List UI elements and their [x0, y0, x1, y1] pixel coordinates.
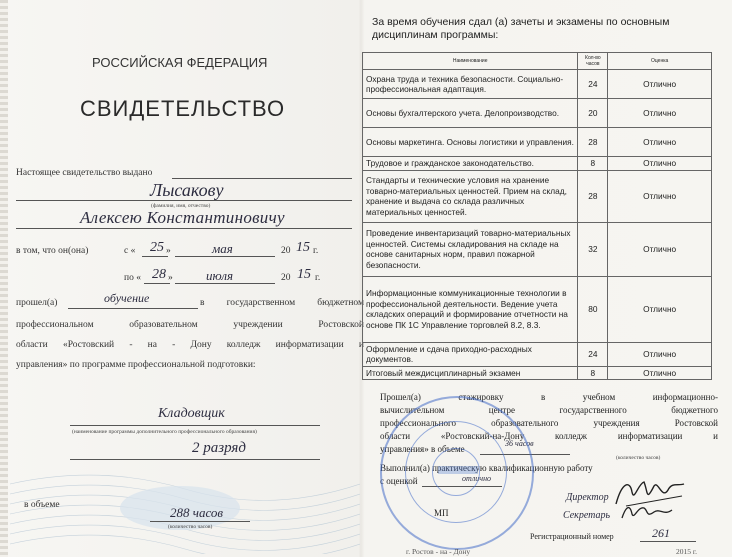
issued-to-label: Настоящее свидетельство выдано: [16, 168, 153, 178]
hours-cell: 28: [578, 128, 608, 157]
institution-line-2: профессиональном образовательном учреждении Ростовской: [16, 320, 364, 330]
rank: 2 разряд: [192, 440, 246, 456]
hours-value: 288 часов: [170, 505, 224, 520]
subject-cell: Трудовое и гражданское законодательство.: [363, 157, 578, 171]
grade-cell: Отлично: [608, 222, 712, 276]
year-label: 2015 г.: [676, 547, 697, 556]
subject-cell: Основы маркетинга. Основы логистики и управления.: [363, 128, 578, 157]
grade-cell: Отлично: [608, 276, 712, 342]
passed-label: прошел(а): [16, 298, 58, 308]
from-year: 15: [296, 240, 310, 255]
to-prefix: по «: [124, 273, 141, 283]
grade-cell: Отлично: [608, 157, 712, 171]
secretary-signature: [618, 500, 678, 524]
hours-cell: 28: [578, 170, 608, 222]
subject-cell: Основы бухгалтерского учета. Делопроизводство.: [363, 99, 578, 128]
volume-label: в объеме: [24, 500, 60, 510]
secretary-label: Секретарь: [563, 510, 611, 521]
that-label: в том, что он(она): [16, 246, 89, 256]
exams-heading: [372, 16, 669, 42]
to-month: июля: [206, 268, 234, 283]
to-year: 15: [297, 267, 311, 282]
table-row: [363, 342, 712, 366]
to-day: 28: [152, 267, 166, 282]
subject-cell: Оформление и сдача приходно-расходных документов.: [363, 342, 578, 366]
hours-cell: 24: [578, 342, 608, 366]
hours-cell: 8: [578, 157, 608, 171]
internship-line-1: Прошел(а) стажировку в учебном информационно-: [380, 392, 718, 402]
table-row: [363, 170, 712, 222]
exams-heading-line-1: За время обучения сдал (а) зачеты и экзамены по основным: [372, 16, 670, 28]
table-row: [363, 366, 712, 380]
col-subject: Наименование: [363, 53, 578, 70]
hours-caption: (количество часов): [168, 524, 213, 530]
col-grade: Оценка: [608, 53, 712, 70]
grade-label: с оценкой: [380, 476, 418, 486]
from-year-prefix: 20: [281, 246, 291, 256]
internship-line-3: профессионального образовательного учреждения Ростовской: [380, 418, 718, 428]
given-names: Алексею Константиновичу: [80, 208, 285, 227]
table-row: [363, 99, 712, 128]
from-day: 25: [150, 240, 164, 255]
surname-line: [16, 200, 352, 201]
table-row: [363, 276, 712, 342]
to-year-prefix: 20: [281, 273, 291, 283]
table-row: [363, 70, 712, 99]
subject-cell: Проведение инвентаризаций товарно-материальных ценностей. Системы складирования на складе на основе санитарных норм, правил пожарной безопасности.: [363, 222, 578, 276]
table-row: [363, 222, 712, 276]
from-prefix: с «: [124, 246, 136, 256]
internship-line-2: вычислительном центре государственного бюджетного: [380, 405, 718, 415]
reg-label: Регистрационный номер: [530, 532, 614, 541]
document-title: СВИДЕТЕЛЬСТВО: [80, 96, 286, 121]
internship-line-4: области «Ростовский-на-Дону колледж информатизации и: [380, 431, 718, 441]
subject-cell: Итоговый междисциплинарный экзамен: [363, 366, 578, 380]
hours-cell: 24: [578, 70, 608, 99]
grades-table: [362, 52, 712, 380]
name-caption: (фамилия, имя, отчество): [151, 203, 211, 209]
subject-cell: Стандарты и технические условия на хранение товарно-материальных ценностей. Прием на склад, хранение и выдача со склада различных материальных ценностей.: [363, 170, 578, 222]
subject-cell: Информационные коммуникационные технологии в профессиональной деятельности. Ведение учета складских операций и формирование отчетности на основе ПК 1С Управление торговлей 8.2, 8.3.: [363, 276, 578, 342]
internship-caption: (количество часов): [616, 455, 661, 461]
grade-cell: Отлично: [608, 128, 712, 157]
grade-cell: Отлично: [608, 70, 712, 99]
to-year-suffix: г.: [315, 273, 321, 283]
passed-value: обучение: [104, 291, 150, 305]
reg-number: 261: [652, 526, 670, 540]
subject-cell: Охрана труда и техника безопасности. Социально-профессиональная адаптация.: [363, 70, 578, 99]
grade-cell: Отлично: [608, 99, 712, 128]
given-names-line: [16, 228, 352, 229]
table-row: [363, 157, 712, 171]
grades-header-row: [363, 53, 712, 70]
certificate-page: РОССИЙСКАЯ ФЕДЕРАЦИЯ СВИДЕТЕЛЬСТВО Настоящее свидетельство выдано Лысакову (фамилия, имя, отчество) Алексею Константиновичу в том, что он(она) с « 25 » мая 20 15 г. по « 28 » июля 20 15 г. прошел(а) обучение в государственном бюджетном профессиональном образовательном учреждении Ростовской области «Ростовский - на - Дону колледж информатизации и управления» по программе профессиональной подготовки: Кладовщик (наименование программы дополнительного профессионального образования) 2 разряд в объеме 288 часов (количество часов) За время обучения сдал (а) зачеты и экзамены по основным дисциплинам программы: Наименование Кол-во часов Оценка Охрана труда и техника безопасности. Социально-профессиональная адаптация. 24 Отлично Основы бухгалтерского учета. Делопроизводство. 20 Отлично Основы маркетинга. Основы логистики и управления. 28 Отлично Трудовое и гражданское законодательство. 8 Отлично Стандарты и технические условия на хранение товарно-материальных ценностей. Прием на склад, хранение и выдача со склада различных материальных ценностей. 28 Отлично Проведение инвентаризаций товарно-материальных ценностей. Системы складирования на складе на основе санитарных норм, правил пожарной безопасности. 32 Отлично Информационные коммуникационные технологии в профессиональной деятельности. Ведение учета складских операций и формирование отчетности на основе ПК 1С Управление торговлей 8.2, 8.3. 80 Отлично Оформление и сдача приходно-расходных документов. 24 Отлично Итоговый междисциплинарный экзамен 8 Отлично Прошел(а) стажировку в учебном информационно- вычислительном центре государственного бюджетного профессионального образовательного учреждения Ростовской области «Ростовский-на-Дону колледж информатизации и управления» в объеме 36 часов (количество часов) Выполнил(а) практическую квалификационную работу с оценкой отлично МП Директор Секретарь Регистрационный номер 261 г. Ростов - на - Дону 2015 г.: [0, 0, 732, 557]
hours-cell: 80: [578, 276, 608, 342]
stamp-place-label: МП: [434, 508, 449, 518]
institution-line-1: в государственном бюджетном: [200, 298, 364, 308]
grade-value: отлично: [462, 474, 492, 483]
from-month: мая: [212, 241, 233, 256]
practical-line: Выполнил(а) практическую квалификационную работу: [380, 463, 593, 473]
program-caption: (наименование программы дополнительного профессионального образования): [72, 429, 257, 435]
program-name: Кладовщик: [158, 406, 225, 421]
grade-cell: Отлично: [608, 366, 712, 380]
country-heading: РОССИЙСКАЯ ФЕДЕРАЦИЯ: [92, 55, 268, 70]
institution-line-4: управления» по программе профессиональной подготовки:: [16, 360, 256, 370]
col-hours: Кол-во часов: [578, 53, 608, 70]
grade-cell: Отлично: [608, 170, 712, 222]
exams-heading-line-2: дисциплинам программы:: [372, 29, 499, 41]
director-label: Директор: [566, 492, 609, 503]
table-row: [363, 128, 712, 157]
hours-cell: 32: [578, 222, 608, 276]
issued-to-line: [172, 178, 352, 179]
institution-line-3: области «Ростовский - на - Дону колледж информатизации и: [16, 340, 364, 350]
from-year-suffix: г.: [313, 246, 319, 256]
hours-cell: 20: [578, 99, 608, 128]
internship-line-5: управления» в объеме: [380, 444, 465, 454]
grade-cell: Отлично: [608, 342, 712, 366]
hours-cell: 8: [578, 366, 608, 380]
binding-edge: [0, 0, 8, 557]
internship-hours: 36 часов: [505, 439, 534, 448]
surname: Лысакову: [150, 180, 224, 200]
city-label: г. Ростов - на - Дону: [406, 547, 471, 556]
